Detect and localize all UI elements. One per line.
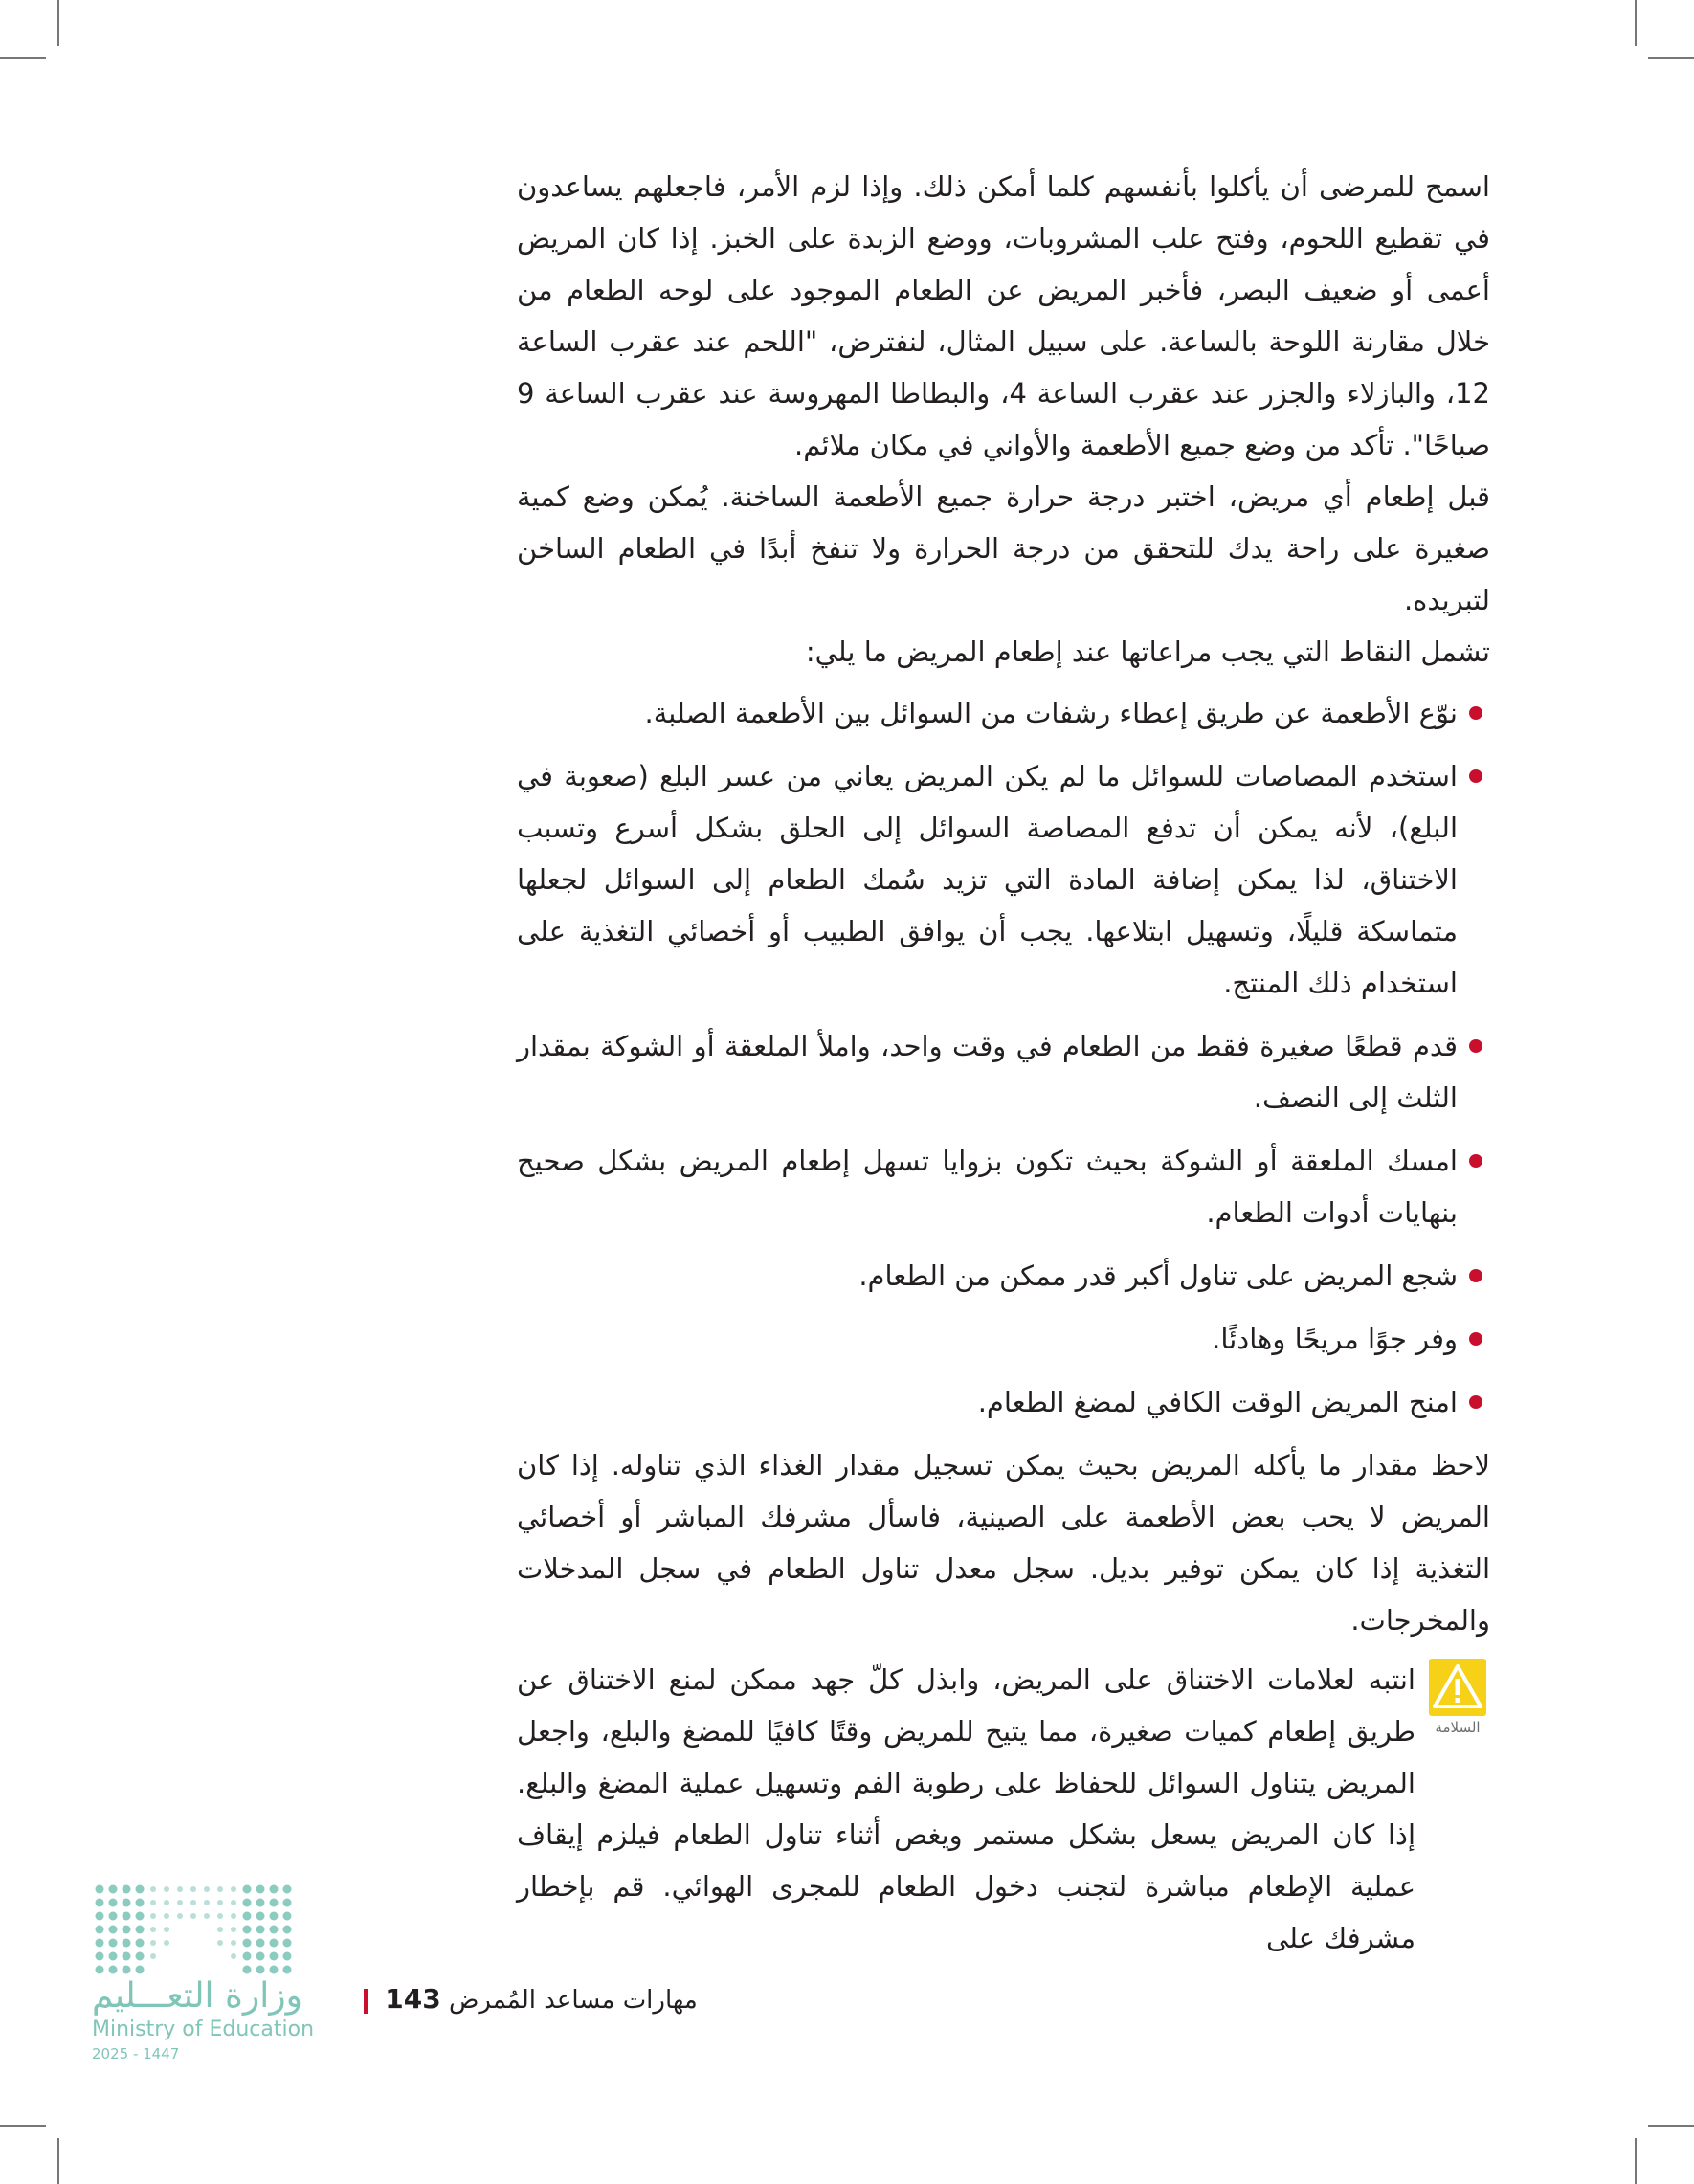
bullet-dot-icon [1469, 1395, 1482, 1409]
logo-dot [96, 1926, 104, 1934]
safety-text: انتبه لعلامات الاختناق على المريض، وابذل كلّ جهد ممكن لمنع الاختناق عن طريق إطعام كميات صغيرة، مما يتيح للمريض وقتًا كافيًا للمضغ والبلع، واجعل المريض يتناول السوائل للحفاظ على رطوبة الفم وتسهيل عملية المضغ والبلع. إذا كان المريض يسعل بشكل مستمر ويغص أثناء تناول الطعام فيلزم إيقاف عملية الإطعام مباشرة لتجنب دخول الطعام للمجرى الهوائي. قم بإخطار مشرفك على [517, 1663, 1415, 1954]
logo-arabic-text: وزارة التعـــليم [91, 1976, 302, 2016]
list-item-text: وفر جوًا مريحًا وهادئًا. [1212, 1323, 1458, 1355]
logo-dot [204, 1913, 210, 1919]
logo-dot [109, 1899, 118, 1907]
ministry-logo [91, 1882, 315, 2092]
bullet-dot-icon [1469, 1154, 1482, 1168]
bullet-dot-icon [1469, 769, 1482, 783]
logo-dot [217, 1900, 223, 1905]
book-title: مهارات مساعد المُمرض [448, 1986, 698, 2015]
logo-dot [283, 1912, 292, 1921]
logo-dot [136, 1939, 145, 1948]
safety-caption: السلامة [1435, 1719, 1481, 1736]
logo-dot [123, 1926, 131, 1934]
page-number: 143 [385, 1983, 441, 2015]
paragraph: قبل إطعام أي مريض، اختبر درجة حرارة جميع الأطعمة الساخنة. يُمكن وضع كمية صغيرة على راحة يدك للتحقق من درجة الحرارة ولا تنفخ أبدًا في الطعام الساخن لتبريده. [517, 480, 1490, 616]
logo-dot [123, 1939, 131, 1948]
logo-dot [123, 1885, 131, 1894]
logo-dot [123, 1899, 131, 1907]
logo-dot [243, 1952, 252, 1961]
logo-dot [190, 1900, 196, 1905]
logo-dot [123, 1966, 131, 1974]
list-item [517, 1250, 1490, 1302]
logo-dot [109, 1912, 118, 1921]
list-item [517, 1020, 1490, 1124]
logo-dot [231, 1927, 236, 1932]
logo-dot [96, 1966, 104, 1974]
list-item [517, 750, 1490, 1009]
logo-dot [256, 1912, 265, 1921]
logo-dot [109, 1952, 118, 1961]
logo-dot [270, 1939, 279, 1948]
logo-dot [190, 1886, 196, 1892]
logo-dot [150, 1886, 156, 1892]
logo-dot [164, 1886, 169, 1892]
logo-dot [177, 1900, 183, 1905]
bullet-dot-icon [1469, 1269, 1482, 1282]
logo-dot [136, 1899, 145, 1907]
safety-note [517, 1654, 1490, 1964]
logo-dot [136, 1912, 145, 1921]
logo-dot [217, 1940, 223, 1946]
logo-dot [123, 1952, 131, 1961]
logo-dot [150, 1940, 156, 1946]
logo-english-text: Ministry of Education [92, 2017, 315, 2041]
list-item [517, 1135, 1490, 1238]
main-content [517, 161, 1490, 1964]
logo-dot [109, 1939, 118, 1948]
logo-dot [243, 1939, 252, 1948]
logo-dot [231, 1913, 236, 1919]
logo-dot [256, 1952, 265, 1961]
safety-icon-block [1425, 1658, 1490, 1736]
list-item-text: امسك الملعقة أو الشوكة بحيث تكون بزوايا تسهل إطعام المريض بشكل صحيح بنهايات أدوات الطعام. [517, 1145, 1458, 1229]
logo-dot [204, 1886, 210, 1892]
logo-dot [217, 1913, 223, 1919]
logo-dot [270, 1926, 279, 1934]
paragraph: اسمح للمرضى أن يأكلوا بأنفسهم كلما أمكن ذلك. وإذا لزم الأمر، فاجعلهم يساعدون في تقطيع اللحوم، وفتح علب المشروبات، ووضع الزبدة على الخبز. إذا كان المريض أعمى أو ضعيف البصر، فأخبر المريض عن الطعام الموجود على لوحه الطعام من خلال مقارنة اللوحة بالساعة. على سبيل المثال، لنفترض، "اللحم عند عقرب الساعة 12، والبازلاء والجزر عند عقرب الساعة 4، والبطاطا المهروسة عند عقرب الساعة 9 صباحًا". تأكد من وضع جميع الأطعمة والأواني في مكان ملائم. [517, 170, 1490, 461]
crop-mark [1635, 2138, 1637, 2184]
logo-dot [136, 1926, 145, 1934]
logo-dot [283, 1926, 292, 1934]
list-item-text: نوّع الأطعمة عن طريق إعطاء رشفات من السوائل بين الأطعمة الصلبة. [644, 697, 1458, 729]
logo-dot [164, 1940, 169, 1946]
list-item [517, 687, 1490, 739]
logo-dot [96, 1885, 104, 1894]
logo-dot [256, 1966, 265, 1974]
list-item-text: شجع المريض على تناول أكبر قدر ممكن من الطعام. [858, 1259, 1458, 1292]
crop-mark [1648, 2125, 1694, 2127]
paragraph: تشمل النقاط التي يجب مراعاتها عند إطعام المريض ما يلي: [805, 635, 1490, 668]
list-item [517, 1376, 1490, 1428]
logo-dots-icon [92, 1882, 302, 1983]
logo-dot [109, 1885, 118, 1894]
logo-dot [283, 1939, 292, 1948]
logo-year: 2025 - 1447 [92, 2045, 180, 2062]
logo-dot [256, 1926, 265, 1934]
logo-dot [204, 1900, 210, 1905]
list-item-text: قدم قطعًا صغيرة فقط من الطعام في وقت واحد، واملأ الملعقة أو الشوكة بمقدار الثلث إلى النصف. [517, 1030, 1458, 1114]
list-item-text: استخدم المصاصات للسوائل ما لم يكن المريض يعاني من عسر البلع (صعوبة في البلع)، لأنه يمكن أن تدفع المصاصة السوائل إلى الحلق بشكل أسرع وتسبب الاختناق، لذا يمكن إضافة المادة التي تزيد سُمك الطعام إلى السوائل لجعلها متماسكة قليلًا، وتسهيل ابتلاعها. يجب أن يوافق الطبيب أو أخصائي التغذية على استخدام ذلك المنتج. [517, 760, 1458, 999]
logo-dot [96, 1899, 104, 1907]
crop-mark [57, 0, 59, 46]
logo-dot [217, 1927, 223, 1932]
logo-dot [243, 1966, 252, 1974]
logo-dot [136, 1952, 145, 1961]
page-footer [354, 1983, 703, 2017]
logo-dot [123, 1912, 131, 1921]
logo-dot [177, 1886, 183, 1892]
logo-dot [217, 1886, 223, 1892]
list-item-text: امنح المريض الوقت الكافي لمضغ الطعام. [977, 1386, 1458, 1418]
bullet-dot-icon [1469, 1332, 1482, 1346]
warning-triangle-icon [1428, 1658, 1487, 1717]
logo-dot [243, 1885, 252, 1894]
logo-dot [243, 1926, 252, 1934]
logo-dot [164, 1900, 169, 1905]
logo-dot [270, 1899, 279, 1907]
logo-dot [270, 1885, 279, 1894]
bullet-dot-icon [1469, 706, 1482, 720]
feeding-points-list [517, 687, 1490, 1428]
logo-dot [231, 1900, 236, 1905]
page-separator [364, 1989, 368, 2014]
logo-dot [96, 1952, 104, 1961]
crop-mark [0, 2125, 46, 2127]
logo-dot [231, 1886, 236, 1892]
logo-dot [270, 1952, 279, 1961]
logo-dot [283, 1966, 292, 1974]
bullet-dot-icon [1469, 1039, 1482, 1053]
logo-dot [164, 1913, 169, 1919]
logo-dot [109, 1926, 118, 1934]
logo-dot [256, 1885, 265, 1894]
logo-dot [150, 1900, 156, 1905]
logo-dot [243, 1899, 252, 1907]
crop-mark [57, 2138, 59, 2184]
logo-dot [190, 1913, 196, 1919]
logo-dot [164, 1927, 169, 1932]
logo-dot [283, 1899, 292, 1907]
logo-dot [270, 1966, 279, 1974]
logo-dot [96, 1939, 104, 1948]
logo-dot [177, 1913, 183, 1919]
logo-dot [243, 1912, 252, 1921]
logo-dot [283, 1885, 292, 1894]
logo-dot [150, 1953, 156, 1959]
list-item [517, 1313, 1490, 1365]
logo-dot [231, 1953, 236, 1959]
crop-mark [1635, 0, 1637, 46]
logo-dot [109, 1966, 118, 1974]
crop-mark [0, 57, 46, 59]
logo-dot [150, 1913, 156, 1919]
crop-mark [1648, 57, 1694, 59]
logo-dot [256, 1899, 265, 1907]
logo-dot [96, 1912, 104, 1921]
logo-dot [136, 1966, 145, 1974]
logo-dot [270, 1912, 279, 1921]
paragraph: لاحظ مقدار ما يأكله المريض بحيث يمكن تسجيل مقدار الغذاء الذي تناوله. إذا كان المريض لا يحب بعض الأطعمة على الصينية، فاسأل مشرفك المباشر أو أخصائي التغذية إذا كان يمكن توفير بديل. سجل معدل تناول الطعام في سجل المدخلات والمخرجات. [517, 1449, 1490, 1637]
logo-dot [136, 1885, 145, 1894]
logo-dot [150, 1927, 156, 1932]
logo-dot [231, 1940, 236, 1946]
logo-dot [256, 1939, 265, 1948]
logo-dot [283, 1952, 292, 1961]
